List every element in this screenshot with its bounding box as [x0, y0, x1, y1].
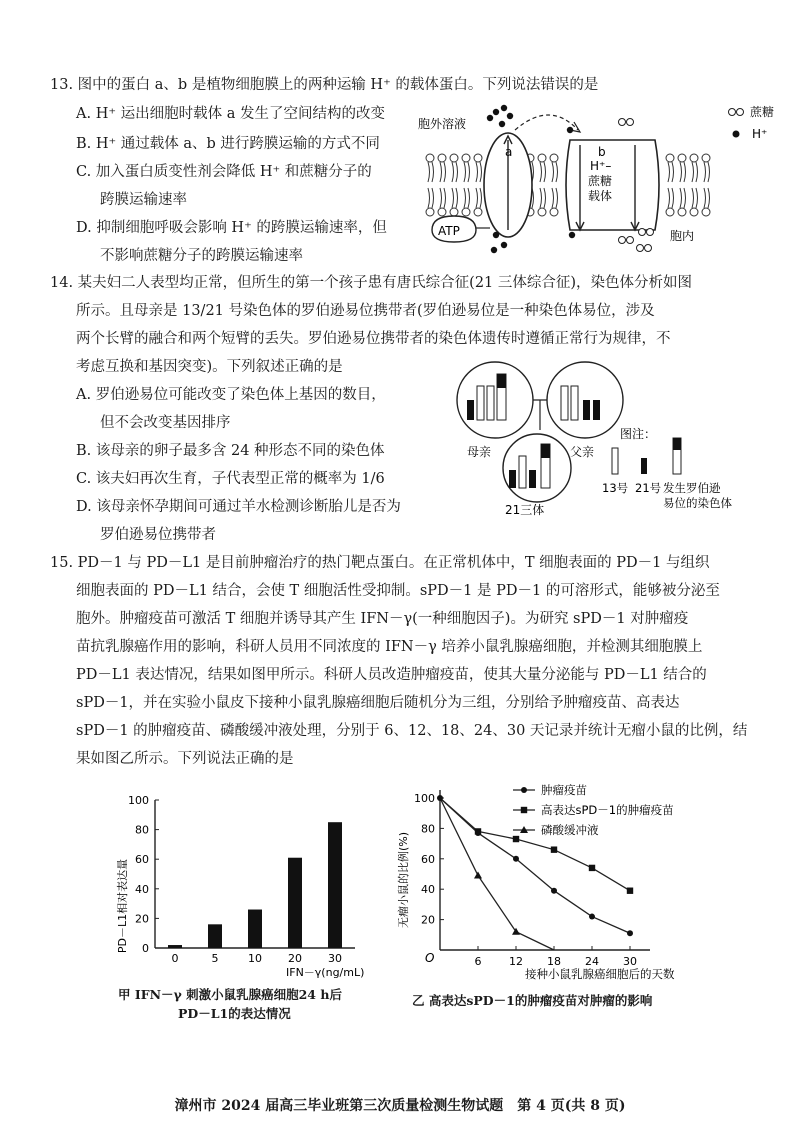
chart-yi-point-1	[589, 914, 595, 920]
chart-jia-xtick-label: 5	[211, 952, 219, 965]
chart-yi-ytick-label: 80	[421, 822, 435, 836]
chart-jia-xlabel: IFN－γ(ng/mL)	[286, 966, 365, 979]
chart-jia-bar	[208, 924, 222, 948]
q15-stem-8: 果如图乙所示。下列说法正确的是	[76, 751, 294, 767]
chart-jia-xtick-label: 30	[328, 952, 342, 965]
legend-rob-1: 发生罗伯逊	[663, 481, 721, 495]
chart-yi-xtick-label: 24	[585, 955, 599, 968]
chart-yi-legend-label: 肿瘤疫苗	[541, 783, 587, 797]
chart-yi-legend-label: 高表达sPD－1的肿瘤疫苗	[541, 803, 674, 817]
q14-stem-1: 14. 某夫妇二人表型均正常，但所生的第一个孩子患有唐氏综合征(21 三体综合征)，染色体分析如图	[50, 275, 693, 291]
chart-jia-bar	[168, 945, 182, 948]
q14-option-d-cont: 罗伯逊易位携带者	[100, 527, 216, 543]
page-footer: 漳州市 2024 届高三毕业班第三次质量检测生物试题 第 4 页(共 8 页)	[174, 1098, 626, 1114]
chart-jia-bar	[248, 910, 262, 948]
chart-yi-point-2	[589, 865, 595, 871]
chart-jia-ylabel: PD－L1相对表达量	[116, 858, 129, 954]
chart-yi-xtick-label: 30	[623, 955, 637, 968]
chart-yi-xtick-label: 12	[509, 955, 523, 968]
mother-label: 母亲	[467, 445, 492, 459]
chart-jia-title2: PD－L1的表达情况	[178, 1006, 291, 1021]
q14-stem-4: 考虑互换和基因突变)。下列叙述正确的是	[76, 359, 343, 375]
chart-yi-point-3	[474, 872, 482, 879]
q15-stem-3: 胞外。肿瘤疫苗可激活 T 细胞并诱导其产生 IFN－γ(一种细胞因子)。为研究 sPD－1 对肿瘤疫	[76, 611, 689, 627]
chart-jia-ytick-label: 80	[135, 823, 149, 837]
q15-stem-5: PD－L1 表达情况，结果如图甲所示。科研人员改造肿瘤疫苗，使其大量分泌能与 PD－L1 结合的	[76, 667, 707, 683]
karyotype-figure	[445, 360, 780, 520]
q15-stem-6: sPD－1，并在实验小鼠皮下接种小鼠乳腺癌细胞后随机分为三组，分别给予肿瘤疫苗、高表达	[76, 695, 680, 711]
chart-yi-point-1	[551, 888, 557, 894]
legend-sucrose: 蔗糖	[750, 105, 775, 119]
chart-yi-ytick-label: 20	[421, 913, 435, 927]
child-cell	[503, 434, 571, 502]
chart-jia	[100, 788, 370, 983]
q14-option-d: D. 该母亲怀孕期间可通过羊水检测诊断胎儿是否为	[76, 499, 401, 515]
chart-jia-xtick-label: 20	[288, 952, 302, 965]
legend-21: 21号	[635, 481, 662, 495]
q14-option-a-cont: 但不会改变基因排序	[100, 415, 231, 431]
q13-option-b: B. H⁺ 通过载体 a、b 进行跨膜运输的方式不同	[76, 136, 380, 152]
chart-yi-start-point	[437, 795, 443, 801]
q13-option-c-cont: 跨膜运输速率	[100, 192, 187, 208]
chart-yi-origin: O	[425, 951, 435, 965]
chart-yi-point-2	[475, 828, 481, 834]
child-label: 21三体	[505, 503, 545, 517]
chart-yi-ytick-label: 60	[421, 852, 435, 866]
chart-yi-xtick-label: 6	[474, 955, 482, 968]
chart-jia-ytick-label: 100	[128, 794, 149, 807]
carrier-b-label-4: 载体	[588, 189, 613, 203]
q13-stem: 13. 图中的蛋白 a、b 是植物细胞膜上的两种运输 H⁺ 的载体蛋白。下列说法错误的是	[50, 77, 599, 93]
legend-title: 图注：	[620, 427, 657, 441]
q14-stem-2: 所示。且母亲是 13/21 号染色体的罗伯逊易位携带者(罗伯逊易位是一种染色体易位，涉及	[76, 303, 655, 319]
outside-label: 胞外溶液	[418, 117, 467, 131]
chart-yi-point-2	[627, 888, 633, 894]
chart-yi-xtick-label: 18	[547, 955, 561, 968]
chart-yi-ytick-label: 100	[414, 792, 435, 805]
chart-jia-ytick-label: 40	[135, 882, 149, 896]
atp-label: ATP	[438, 224, 460, 238]
chart-yi-legend-marker	[521, 807, 527, 813]
chart-yi-point-1	[627, 930, 633, 936]
chart-yi-xlabel: 接种小鼠乳腺癌细胞后的天数	[525, 967, 675, 981]
carrier-a-label: a	[505, 145, 513, 159]
chart-yi-point-2	[513, 836, 519, 842]
chart-yi-series-line-3	[440, 798, 554, 950]
legend-13: 13号	[602, 481, 629, 495]
chart-jia-ytick-label: 0	[142, 942, 149, 955]
chart-yi-series-line-1	[440, 798, 630, 933]
q14-stem-3: 两个长臂的融合和两个短臂的丢失。罗伯逊易位携带者的染色体遗传时遵循正常行为规律，不	[76, 331, 671, 347]
chart-jia-xtick-label: 0	[171, 952, 179, 965]
chart-jia-ytick-label: 20	[135, 912, 149, 926]
chart-jia-ytick-label: 60	[135, 853, 149, 867]
membrane-transport-figure	[410, 100, 780, 260]
father-label: 父亲	[570, 445, 595, 459]
chart-yi-ytick-label: 40	[421, 883, 435, 897]
q13-option-d: D. 抑制细胞呼吸会影响 H⁺ 的跨膜运输速率，但	[76, 220, 387, 236]
chart-yi-ylabel: 无瘤小鼠的比例(%)	[397, 831, 410, 929]
legend-rob-2: 易位的染色体	[663, 496, 732, 510]
chart-jia-xtick-label: 10	[248, 952, 262, 965]
chart-yi-point-3	[512, 928, 520, 935]
q13-option-a: A. H⁺ 运出细胞时载体 a 发生了空间结构的改变	[76, 106, 385, 122]
q15-stem-4: 苗抗乳腺癌作用的影响，科研人员用不同浓度的 IFN－γ 培养小鼠乳腺癌细胞，并检测其细胞膜上	[76, 639, 703, 655]
chart-yi	[395, 780, 715, 985]
carrier-b-label-2: H⁺–	[590, 159, 612, 173]
carrier-b-label-1: b	[598, 145, 606, 159]
q15-stem-7: sPD－1 的肿瘤疫苗、磷酸缓冲液处理，分别于 6、12、18、24、30 天记录并统计无瘤小鼠的比例，结	[76, 723, 748, 739]
chart-yi-point-2	[551, 846, 557, 852]
q14-option-a: A. 罗伯逊易位可能改变了染色体上基因的数目，	[76, 387, 386, 403]
chart-jia-bar	[288, 858, 302, 948]
q13-option-c: C. 加入蛋白质变性剂会降低 H⁺ 和蔗糖分子的	[76, 164, 372, 180]
q15-stem-1: 15. PD－1 与 PD－L1 是目前肿瘤治疗的热门靶点蛋白。在正常机体中，T 细胞表面的 PD－1 与组织	[50, 555, 710, 571]
q14-option-b: B. 该母亲的卵子最多含 24 种形态不同的染色体	[76, 443, 385, 459]
inside-label: 胞内	[670, 229, 695, 243]
q13-option-d-cont: 不影响蔗糖分子的跨膜运输速率	[100, 248, 303, 264]
carrier-b-label-3: 蔗糖	[588, 174, 613, 188]
chart-yi-legend-marker	[521, 787, 527, 793]
chart-yi-point-1	[513, 856, 519, 862]
q14-option-c: C. 该夫妇再次生育，子代表型正常的概率为 1/6	[76, 471, 385, 487]
chart-yi-legend-label: 磷酸缓冲液	[541, 823, 599, 837]
q15-stem-2: 细胞表面的 PD－L1 结合，会使 T 细胞活性受抑制。sPD－1 是 PD－1 的可溶形式，能够被分泌至	[76, 583, 720, 599]
legend-h: H⁺	[752, 127, 768, 141]
chart-jia-bar	[328, 822, 342, 948]
chart-jia-title: 甲 IFN－γ 刺激小鼠乳腺癌细胞24 h后	[118, 987, 342, 1002]
chart-yi-title: 乙 高表达sPD－1的肿瘤疫苗对肿瘤的影响	[412, 993, 653, 1008]
